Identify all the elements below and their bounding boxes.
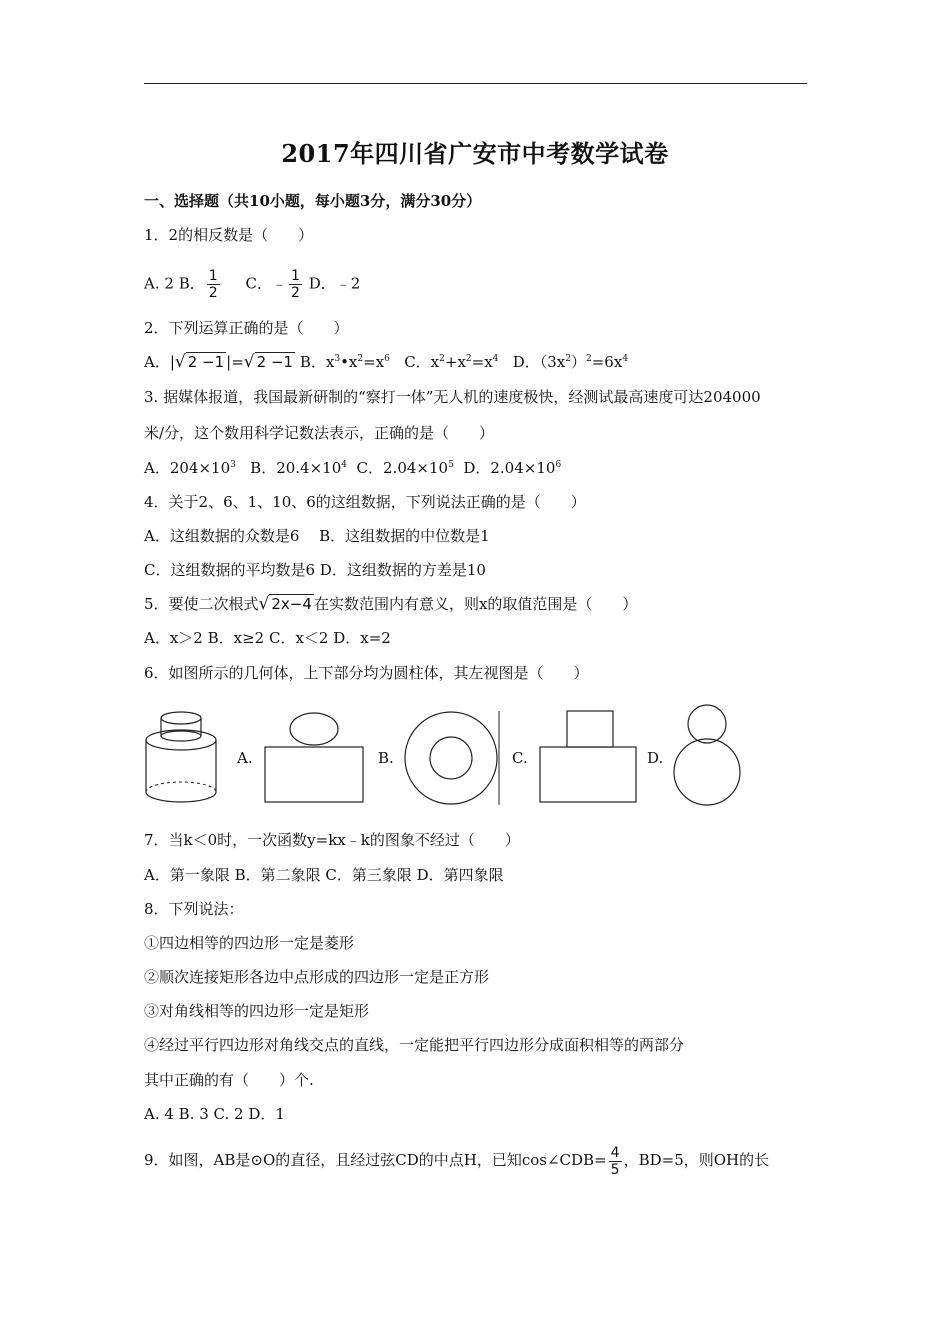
q2-c-eq: =x — [471, 353, 493, 371]
sup: 5 — [448, 460, 454, 470]
q1-stem: 1．2的相反数是（ ） — [144, 226, 314, 244]
sup: 2 — [357, 354, 364, 364]
q2-a-radicand-1: 2 −1 — [187, 353, 225, 371]
q5-options: A．x＞2 B．x≥2 C．x＜2 D．x=2 — [144, 629, 391, 647]
sup: 4 — [492, 354, 499, 364]
q6-option-d-label: D. — [647, 749, 664, 767]
q7-options: A．第一象限 B．第二象限 C．第三象限 D．第四象限 — [144, 866, 504, 884]
radical-icon: √ — [174, 352, 186, 372]
q7-stem: 7．当k＜0时，一次函数y=kx﹣k的图象不经过（ ） — [144, 831, 520, 849]
q1-option-d: D．﹣2 — [308, 274, 361, 293]
q1-option-a: A. 2 — [144, 274, 174, 293]
q3-option-b: B．20.4×10 — [250, 459, 342, 477]
q4-options-cd: C．这组数据的平均数是6 D．这组数据的方差是10 — [144, 561, 486, 579]
q3-options — [144, 458, 561, 478]
q3-option-d: D．2.04×10 — [463, 459, 556, 477]
q2-option-b: B．x — [299, 353, 335, 371]
sup: 3 — [334, 354, 341, 364]
q9-pre: 9．如图，AB是⊙O的直径，且经过弦CD的中点H，已知cos∠CDB= — [144, 1151, 607, 1169]
q5-pre: 5．要使二次根式 — [144, 595, 259, 613]
q3-line-1: 3. 据媒体报道，我国最新研制的“察打一体”无人机的速度极快，经测试最高速度可达204000 — [144, 388, 761, 406]
q1-option-c: C．﹣ — [245, 274, 287, 293]
q6-option-c-figure — [538, 709, 638, 805]
q1-b-fraction: $\frac{1}{2}$ — [208, 268, 218, 301]
q6-solid-figure — [143, 706, 218, 806]
q8-statement-2: ②顺次连接矩形各边中点形成的四边形一定是正方形 — [144, 968, 490, 986]
q2-d-mid: ） — [570, 353, 586, 371]
q8-question: 其中正确的有（ ）个. — [144, 1071, 314, 1089]
sup: 3 — [230, 460, 236, 470]
radical-icon: √ — [243, 352, 255, 372]
q6-option-b-figure — [401, 709, 501, 807]
q2-options — [144, 352, 628, 372]
q2-a-radicand-2: 2 −1 — [256, 353, 294, 371]
q9-stem — [144, 1142, 769, 1178]
q6-stem: 6．如图所示的几何体，上下部分均为圆柱体，其左视图是（ ） — [144, 664, 589, 682]
q8-statement-4: ④经过平行四边形对角线交点的直线，一定能把平行四边形分成面积相等的两部分 — [144, 1036, 685, 1054]
q3-option-a: A．204×10 — [144, 459, 231, 477]
q5-radicand: 2x−4 — [271, 595, 312, 613]
q2-a-mid: |= — [226, 353, 244, 371]
q2-d-eq: =6x — [591, 353, 623, 371]
sup: 2 — [565, 354, 571, 364]
q2-option-d: D．（3x — [512, 353, 566, 371]
q2-stem: 2．下列运算正确的是（ ） — [144, 319, 349, 337]
q4-options-ab: A．这组数据的众数是6 B．这组数据的中位数是1 — [144, 527, 490, 545]
q6-option-a-label: A. — [237, 749, 253, 767]
q3-option-c: C．2.04×10 — [356, 459, 449, 477]
q2-option-a: A．| — [144, 353, 175, 371]
q3-line-2: 米/分，这个数用科学记数法表示，正确的是（ ） — [144, 424, 495, 442]
q6-option-d-figure — [671, 700, 743, 808]
sup: 2 — [465, 354, 472, 364]
page-title: 2017年四川省广安市中考数学试卷 — [281, 139, 669, 168]
q2-option-c: C．x — [404, 353, 440, 371]
q8-options: A. 4 B. 3 C. 2 D．1 — [144, 1105, 285, 1123]
q2-b-mid: •x — [340, 353, 358, 371]
q9-fraction: $\frac{4}{5}$ — [610, 1144, 620, 1178]
sup: 4 — [341, 460, 347, 470]
sup: 6 — [384, 354, 390, 364]
sup: 6 — [555, 460, 562, 470]
sup: 2 — [439, 354, 445, 364]
q6-option-c-label: C. — [512, 749, 528, 767]
section-heading: 一、选择题（共10小题，每小题3分，满分30分） — [144, 192, 482, 210]
header-rule — [144, 83, 807, 84]
q1-option-b: B． — [178, 274, 205, 293]
q2-c-mid: +x — [444, 353, 466, 371]
q5-stem — [144, 594, 637, 614]
q6-option-a-figure — [262, 710, 366, 806]
q4-stem: 4．关于2、6、1、10、6的这组数据，下列说法正确的是（ ） — [144, 493, 586, 511]
q8-stem: 8．下列说法： — [144, 900, 244, 918]
radical-icon: √ — [258, 594, 270, 614]
q1-c-fraction: $\frac{1}{2}$ — [290, 268, 300, 301]
q2-b-eq: =x — [363, 353, 385, 371]
q8-statement-1: ①四边相等的四边形一定是菱形 — [144, 934, 355, 952]
sup: 2 — [586, 354, 592, 364]
q8-statement-3: ③对角线相等的四边形一定是矩形 — [144, 1002, 370, 1020]
q1-options — [144, 268, 360, 301]
q6-option-b-label: B. — [378, 749, 394, 767]
sup: 4 — [622, 354, 629, 364]
q5-post: 在实数范围内有意义，则x的取值范围是（ ） — [313, 595, 638, 613]
q9-post: ，BD=5，则OH的长 — [623, 1151, 770, 1169]
